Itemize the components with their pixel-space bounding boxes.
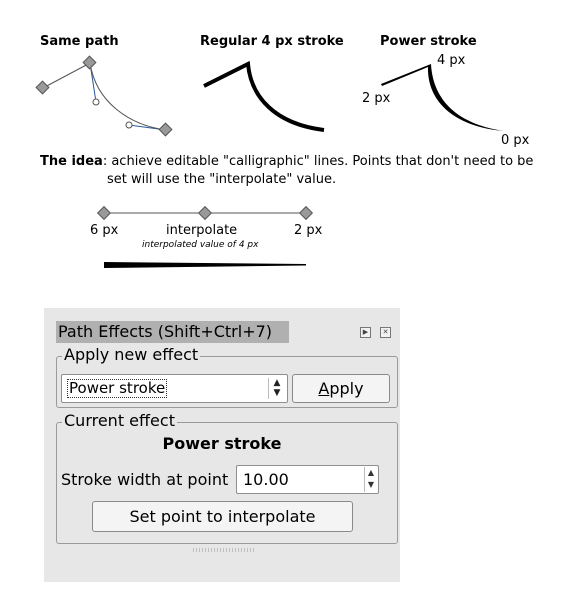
path-node <box>36 81 49 94</box>
node-right <box>300 207 313 220</box>
bezier-handle <box>93 99 99 105</box>
tapered-stroke <box>104 262 306 268</box>
interp-left-label: 6 px <box>90 223 119 238</box>
power-label-end: 0 px <box>501 133 530 148</box>
set-point-button-label: Set point to interpolate <box>129 507 316 526</box>
apply-button-label: Apply <box>318 379 364 398</box>
same-path-diagram <box>30 52 180 142</box>
regular-stroke-diagram <box>195 52 335 137</box>
interp-middle-label: interpolate <box>166 223 238 238</box>
chevron-up-down-icon: ▲ ▼ <box>268 378 285 399</box>
interpolate-diagram <box>95 204 315 274</box>
resize-grip[interactable] <box>192 548 254 552</box>
path-node <box>159 123 172 136</box>
idea-line-1 <box>40 154 533 169</box>
close-icon[interactable]: ✕ <box>380 327 391 338</box>
apply-button[interactable] <box>292 374 390 403</box>
power-label-start: 2 px <box>362 91 391 106</box>
current-effect-legend: Current effect <box>64 411 175 430</box>
interp-note: interpolated value of 4 px <box>142 240 259 250</box>
apply-effect-legend: Apply new effect <box>64 345 199 364</box>
spin-arrows-icon[interactable]: ▲ ▼ <box>364 467 377 492</box>
node-middle <box>199 207 212 220</box>
stroke-width-label: Stroke width at point <box>61 470 229 489</box>
heading-regular-stroke: Regular 4 px stroke <box>200 34 344 49</box>
path-effects-dialog <box>44 308 400 582</box>
current-effect-name: Power stroke <box>162 434 282 453</box>
stroke-width-spinbox[interactable] <box>236 465 379 494</box>
pin-icon[interactable]: ▶ <box>360 327 371 338</box>
interp-right-label: 2 px <box>294 223 323 238</box>
idea-line-2: set will use the "interpolate" value. <box>107 172 337 187</box>
power-label-peak: 4 px <box>437 53 466 68</box>
heading-power-stroke: Power stroke <box>380 34 477 49</box>
idea-label: The idea <box>40 154 103 169</box>
dialog-title: Path Effects (Shift+Ctrl+7) <box>56 321 289 343</box>
heading-same-path: Same path <box>40 34 119 49</box>
effect-select[interactable] <box>61 374 288 403</box>
bezier-handle <box>126 122 132 128</box>
path-node <box>83 56 96 69</box>
stroke-width-value: 10.00 <box>243 470 289 489</box>
effect-select-value: Power stroke <box>69 379 166 397</box>
idea-text-1: : achieve editable "calligraphic" lines. Points that don't need to be <box>102 154 534 169</box>
node-left <box>98 207 111 220</box>
set-point-interpolate-button[interactable] <box>92 501 353 532</box>
